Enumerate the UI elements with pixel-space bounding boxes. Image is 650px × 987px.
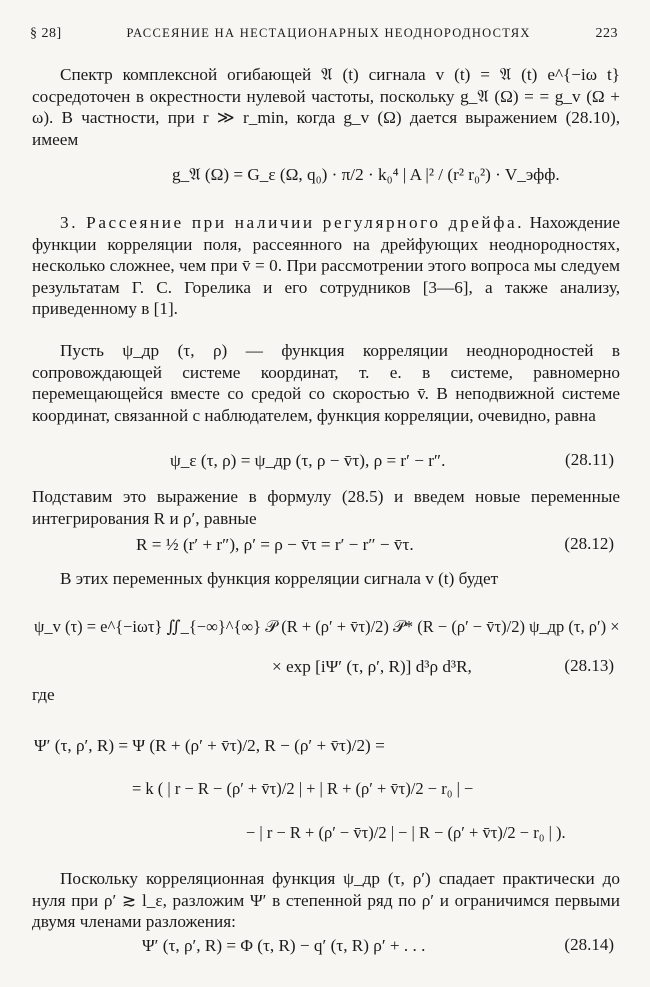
equation-28-13-line1: ψ_v (τ) = e^{−iωτ} ∬_{−∞}^{∞} 𝒫 (R + (ρ′ + v̄τ)/2) 𝒫* (R − (ρ′ − v̄τ)/2) ψ_др (τ, ρ′) ×: [34, 617, 620, 636]
running-header: [30, 26, 618, 42]
equation-number-28-14: (28.14): [564, 935, 614, 954]
paragraph-correlation: Пусть ψ_др (τ, ρ) — функция корреляции неоднородностей в сопровождающей системе координат, т. е. в системе, равномерно перемещающейся вместе со средой со скоростью v̄. В неподвижной системе координат, связанной с наблюдателем, функция корреляции, очевидно, равна: [32, 341, 620, 425]
where-word: где: [32, 685, 55, 704]
equation-28-14: Ψ′ (τ, ρ′, R) = Φ (τ, R) − q′ (τ, R) ρ′ + . . .: [142, 936, 426, 955]
paragraph-substitute: Подставим это выражение в формулу (28.5) и введем новые переменные интегрирования R и ρ′, равные: [32, 487, 620, 528]
equation-psi-line1: Ψ′ (τ, ρ′, R) = Ψ (R + (ρ′ + v̄τ)/2, R − (ρ′ + v̄τ)/2) =: [34, 736, 385, 755]
drift-text: Нахождение функции корреляции поля, рассеянного на дрейфующих неоднородностях, несколько сложнее, чем при v̄ = 0. При рассмотрении этого вопроса мы следуем результатам Г. С. Горелика и его сотрудников [3—6], а также анализу, приведенному в [1].: [32, 213, 620, 318]
equation-28-12: R = ½ (r′ + r″), ρ′ = ρ − v̄τ = r′ − r″ − v̄τ.: [136, 535, 414, 554]
equation-psi-line3: − | r − R + (ρ′ − v̄τ)/2 | − | R − (ρ′ + v̄τ)/2 − r₀ | ).: [246, 823, 566, 842]
section-number: § 28]: [30, 26, 62, 41]
equation-28-13-line2: × exp [iΨ′ (τ, ρ′, R)] d³ρ d³R,: [272, 657, 472, 676]
paragraph-expansion: Поскольку корреляционная функция ψ_др (τ, ρ′) спадает практически до нуля при ρ′ ≳ l_ε, разложим Ψ′ в степенной ряд по ρ′ и ограничимся первыми двумя членами разложения:: [32, 869, 620, 931]
page-number: 223: [595, 26, 618, 41]
paragraph-drift: [32, 212, 620, 320]
equation-number-28-13: (28.13): [564, 656, 614, 675]
drift-heading: 3. Рассеяние при наличии регулярного дрейфа.: [60, 213, 525, 232]
paragraph-variables: В этих переменных функция корреляции сигнала v (t) будет: [60, 569, 499, 588]
equation-number-28-12: (28.12): [564, 534, 614, 553]
equation-28-11: ψ_ε (τ, ρ) = ψ_др (τ, ρ − v̄τ), ρ = r′ − r″.: [170, 451, 446, 470]
running-title: РАССЕЯНИЕ НА НЕСТАЦИОНАРНЫХ НЕОДНОРОДНОСТЯХ: [126, 26, 531, 40]
paragraph-spectrum: Спектр комплексной огибающей 𝔄 (t) сигнала v (t) = 𝔄 (t) e^{−iω t} сосредоточен в окрестности нулевой частоты, поскольку g_𝔄 (Ω) = = g_v (Ω + ω). В частности, при r ≫ r_min, когда g_v (Ω) дается выражением (28.10), имеем: [32, 65, 620, 149]
equation-number-28-11: (28.11): [565, 450, 614, 469]
equation-psi-line2: = k ( | r − R − (ρ′ + v̄τ)/2 | + | R + (ρ′ + v̄τ)/2 − r₀ | −: [132, 779, 474, 798]
equation-spectrum: g_𝔄 (Ω) = G_ε (Ω, q₀) · π/2 · k₀⁴ | A |² / (r² r₀²) · V_эфф.: [172, 165, 560, 184]
